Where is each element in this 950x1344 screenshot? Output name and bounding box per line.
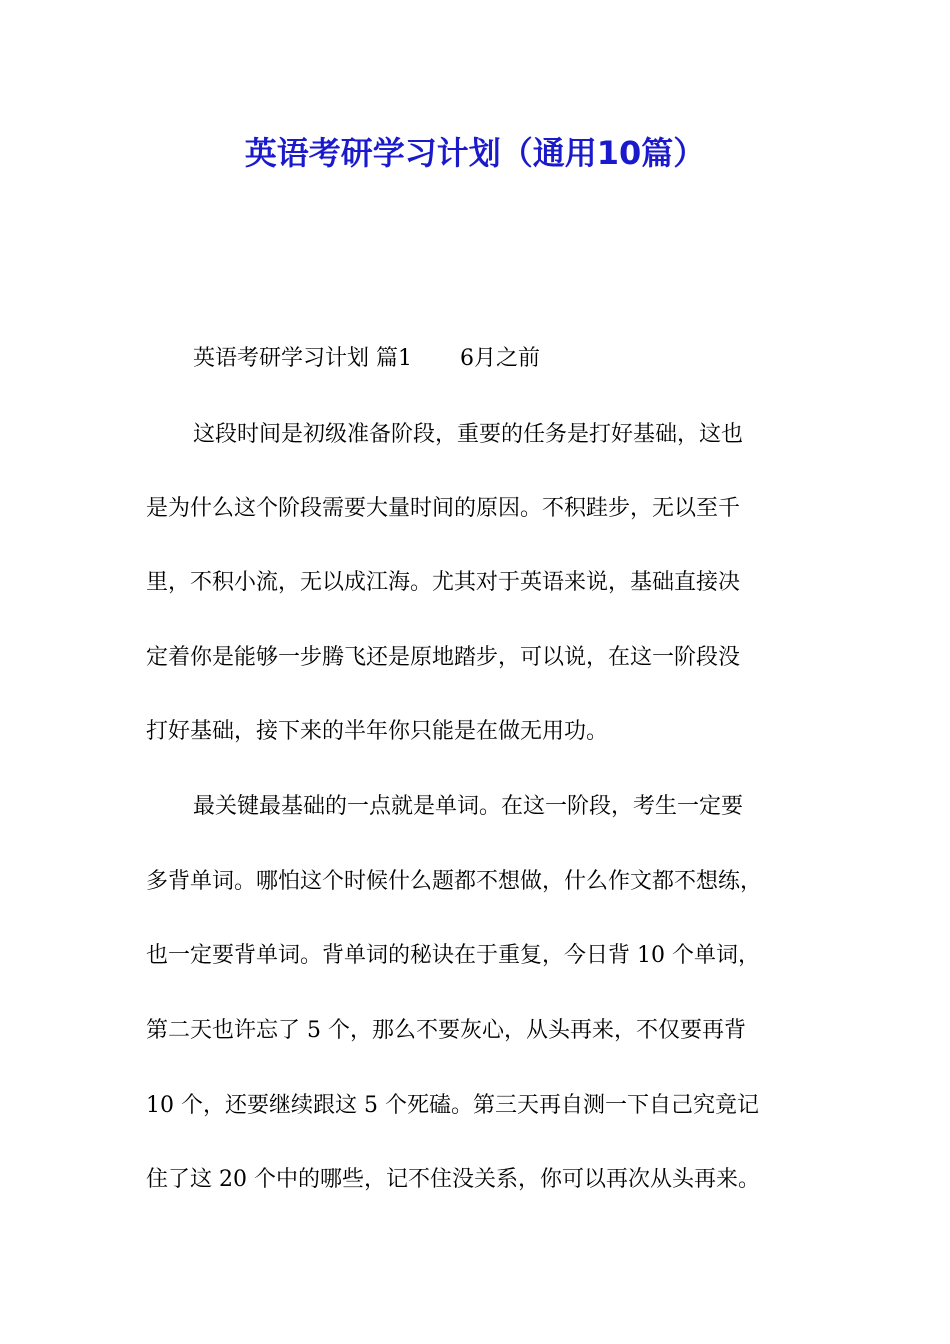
paragraph-line: 是为什么这个阶段需要大量时间的原因。不积跬步，无以至千 — [146, 496, 741, 521]
paragraph-line: 10 个，还要继续跟这 5 个死磕。第三天再自测一下自己究竟记 — [146, 1093, 759, 1118]
paragraph-line: 住了这 20 个中的哪些，记不住没关系，你可以再次从头再来。 — [146, 1167, 760, 1192]
paragraph-line: 打好基础，接下来的半年你只能是在做无用功。 — [146, 719, 609, 744]
paragraph-line: 最关键最基础的一点就是单词。在这一阶段，考生一定要 — [193, 794, 744, 819]
document-title: 英语考研学习计划（通用10篇） — [244, 134, 706, 172]
paragraph-line: 多背单词。哪怕这个时候什么题都不想做，什么作文都不想练， — [146, 869, 763, 894]
section-subheading: 6月之前 — [460, 346, 540, 371]
paragraph-line: 也一定要背单词。背单词的秘诀在于重复，今日背 10 个单词， — [146, 943, 760, 968]
section-label: 英语考研学习计划 篇1 — [193, 346, 412, 371]
paragraph-line: 第二天也许忘了 5 个，那么不要灰心，从头再来，不仅要再背 — [146, 1018, 746, 1043]
paragraph-line: 定着你是能够一步腾飞还是原地踏步，可以说，在这一阶段没 — [146, 645, 741, 670]
paragraph-line: 这段时间是初级准备阶段，重要的任务是打好基础，这也 — [193, 422, 744, 447]
section-heading-line — [193, 342, 540, 376]
paragraph-line: 里，不积小流，无以成江海。尤其对于英语来说，基础直接决 — [146, 570, 741, 595]
